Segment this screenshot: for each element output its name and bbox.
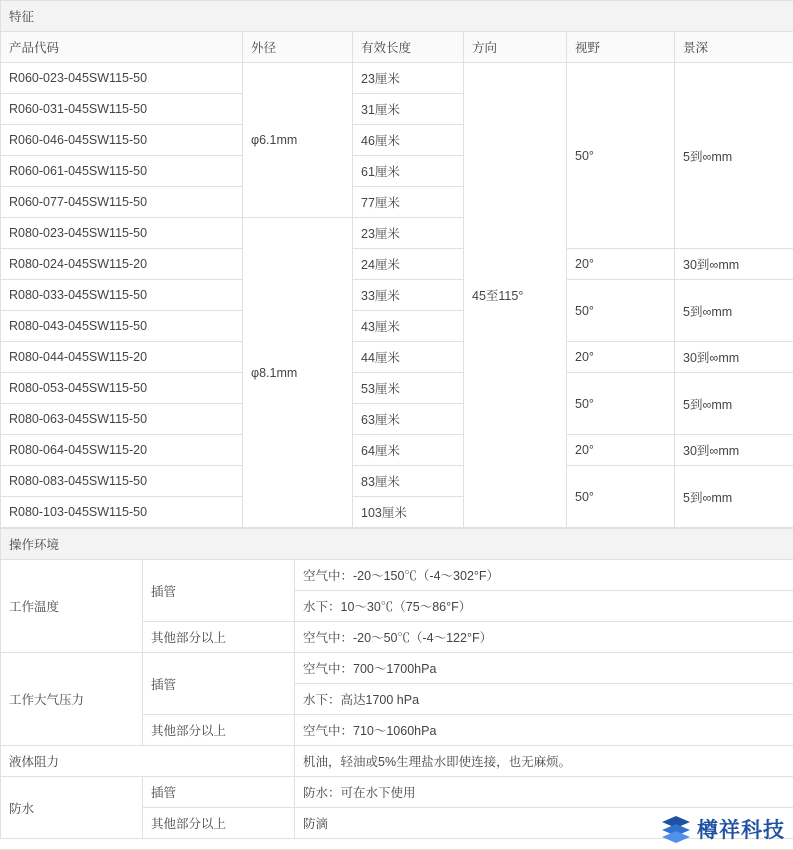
dof-group-2: 30到∞mm [675, 249, 793, 280]
effective-length: 77厘米 [353, 187, 464, 218]
outer-diameter-group-2: φ8.1mm [243, 218, 353, 528]
watermark [661, 814, 785, 844]
company-logo-icon [661, 815, 691, 843]
table-row [1, 653, 793, 684]
table-row [1, 746, 793, 777]
dof-group-6: 30到∞mm [675, 435, 793, 466]
env-part-insertion-tube: 插管 [143, 777, 295, 808]
table-row [1, 373, 793, 404]
env-value: 空气中：700〜1700hPa [295, 653, 793, 684]
environment-table [0, 528, 793, 839]
table-row [1, 435, 793, 466]
effective-length: 53厘米 [353, 373, 464, 404]
product-code: R080-044-045SW115-20 [1, 342, 243, 373]
header-effective-length: 有效长度 [353, 32, 464, 63]
fov-group-6: 20° [567, 435, 675, 466]
env-value: 空气中：-20〜150℃（-4〜302°F） [295, 560, 793, 591]
product-code: R080-064-045SW115-20 [1, 435, 243, 466]
effective-length: 23厘米 [353, 63, 464, 94]
env-part-other: 其他部分以上 [143, 808, 295, 839]
header-field-of-view: 视野 [567, 32, 675, 63]
header-product-code: 产品代码 [1, 32, 243, 63]
product-code: R060-077-045SW115-50 [1, 187, 243, 218]
fov-group-1: 50° [567, 63, 675, 249]
fov-group-5: 50° [567, 373, 675, 435]
table-row [1, 777, 793, 808]
table-row [1, 560, 793, 591]
product-code: R080-024-045SW115-20 [1, 249, 243, 280]
table-row [1, 342, 793, 373]
effective-length: 64厘米 [353, 435, 464, 466]
env-value: 水下：10〜30℃（75〜86°F） [295, 591, 793, 622]
dof-group-7: 5到∞mm [675, 466, 793, 528]
product-code: R060-061-045SW115-50 [1, 156, 243, 187]
effective-length: 103厘米 [353, 497, 464, 528]
product-code: R080-103-045SW115-50 [1, 497, 243, 528]
product-code: R080-053-045SW115-50 [1, 373, 243, 404]
env-part-insertion-tube: 插管 [143, 653, 295, 715]
product-code: R060-023-045SW115-50 [1, 63, 243, 94]
effective-length: 61厘米 [353, 156, 464, 187]
product-code: R080-033-045SW115-50 [1, 280, 243, 311]
environment-section-title: 操作环境 [1, 529, 793, 560]
dof-group-1: 5到∞mm [675, 63, 793, 249]
env-label-pressure: 工作大气压力 [1, 653, 143, 746]
effective-length: 31厘米 [353, 94, 464, 125]
fov-group-4: 20° [567, 342, 675, 373]
table-row [1, 280, 793, 311]
env-value: 防水：可在水下使用 [295, 777, 793, 808]
product-code: R080-083-045SW115-50 [1, 466, 243, 497]
dof-group-4: 30到∞mm [675, 342, 793, 373]
environment-section-header [1, 529, 793, 560]
env-label-liquid-resistance: 液体阻力 [1, 746, 295, 777]
env-part-other: 其他部分以上 [143, 622, 295, 653]
features-section-title: 特征 [1, 1, 793, 32]
effective-length: 63厘米 [353, 404, 464, 435]
product-code: R080-023-045SW115-50 [1, 218, 243, 249]
effective-length: 43厘米 [353, 311, 464, 342]
effective-length: 44厘米 [353, 342, 464, 373]
env-value: 水下：高达1700 hPa [295, 684, 793, 715]
direction-value: 45至115° [464, 63, 567, 528]
env-part-insertion-tube: 插管 [143, 560, 295, 622]
header-depth-of-field: 景深 [675, 32, 793, 63]
env-value: 防滴 [295, 808, 793, 839]
fov-group-3: 50° [567, 280, 675, 342]
env-value: 空气中：710〜1060hPa [295, 715, 793, 746]
product-code: R080-063-045SW115-50 [1, 404, 243, 435]
effective-length: 24厘米 [353, 249, 464, 280]
table-row [1, 466, 793, 497]
env-label-waterproof: 防水 [1, 777, 143, 839]
product-code: R060-046-045SW115-50 [1, 125, 243, 156]
effective-length: 23厘米 [353, 218, 464, 249]
features-column-headers [1, 32, 793, 63]
watermark-text: 樽祥科技 [697, 819, 785, 842]
fov-group-2: 20° [567, 249, 675, 280]
env-part-other: 其他部分以上 [143, 715, 295, 746]
env-label-temperature: 工作温度 [1, 560, 143, 653]
effective-length: 46厘米 [353, 125, 464, 156]
table-row [1, 249, 793, 280]
product-code: R080-043-045SW115-50 [1, 311, 243, 342]
dof-group-3: 5到∞mm [675, 280, 793, 342]
outer-diameter-group-1: φ6.1mm [243, 63, 353, 218]
effective-length: 33厘米 [353, 280, 464, 311]
features-section-header [1, 1, 793, 32]
fov-group-7: 50° [567, 466, 675, 528]
header-direction: 方向 [464, 32, 567, 63]
header-outer-diameter: 外径 [243, 32, 353, 63]
effective-length: 83厘米 [353, 466, 464, 497]
env-value: 空气中：-20〜50℃（-4〜122°F） [295, 622, 793, 653]
env-value: 机油，轻油或5%生理盐水即使连接，也无麻烦。 [295, 746, 793, 777]
table-row [1, 63, 793, 94]
product-code: R060-031-045SW115-50 [1, 94, 243, 125]
dof-group-5: 5到∞mm [675, 373, 793, 435]
